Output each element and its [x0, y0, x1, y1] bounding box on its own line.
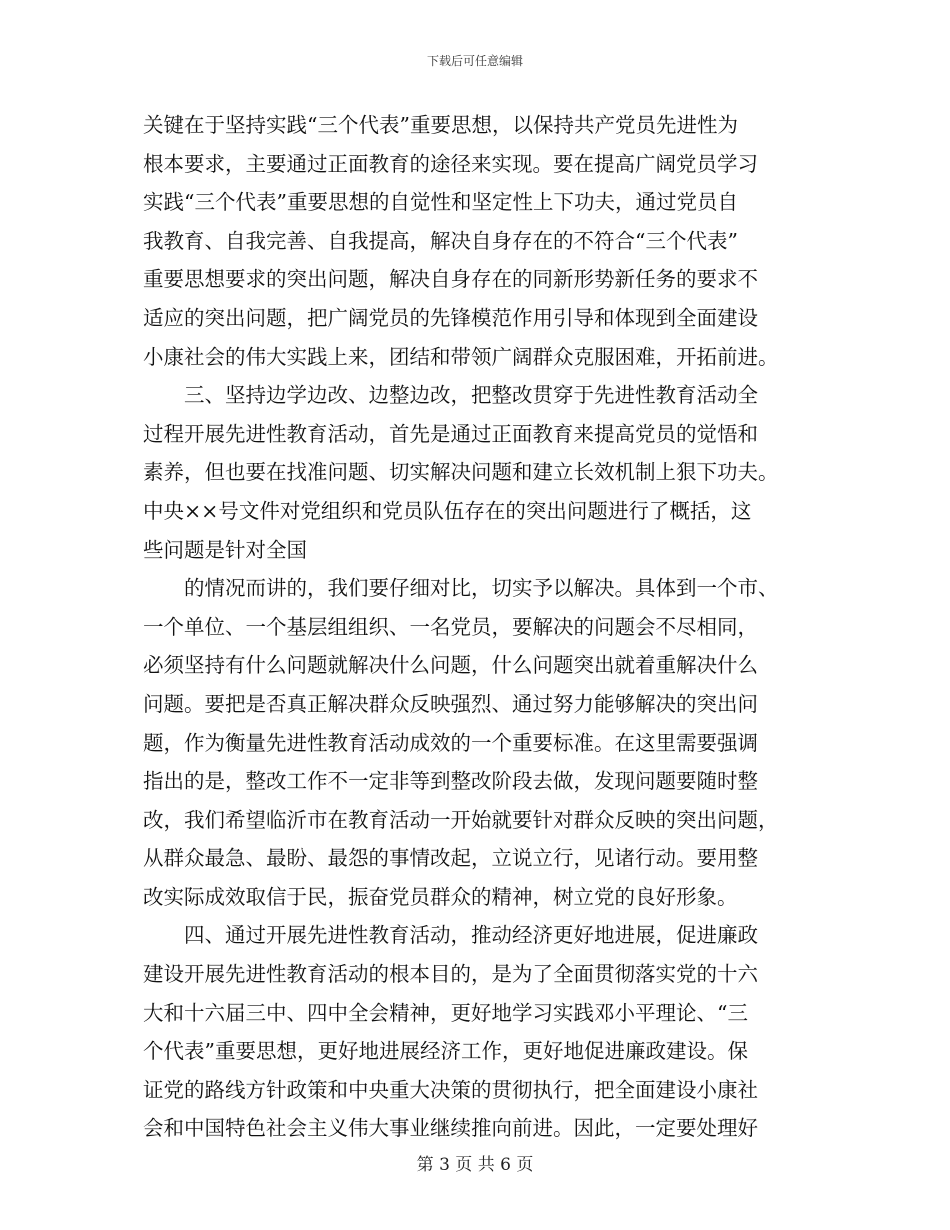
text-line: 从群众最急、最盼、最怨的事情改起，立说立行，见诸行动。要用整 — [143, 846, 758, 871]
text-line: 大和十六届三中、四中全会精神，更好地学习实践邓小平理论、“三 — [143, 1000, 748, 1025]
text-line: 指出的是，整改工作不一定非等到整改阶段去做，发现问题要随时整 — [143, 769, 758, 794]
page-header: 下载后可任意编辑 — [426, 54, 523, 68]
text-line: 改，我们希望临沂市在教育活动一开始就要针对群众反映的突出问题， — [143, 807, 779, 832]
text-line: 些问题是针对全国 — [143, 537, 307, 562]
text-line: 的情况而讲的，我们要仔细对比，切实予以解决。具体到一个市、 — [143, 576, 779, 601]
text-line: 小康社会的伟大实践上来，团结和带领广阔群众克服困难，开拓前进。 — [143, 344, 779, 369]
text-line: 根本要求，主要通过正面教育的途径来实现。要在提高广阔党员学习 — [143, 151, 758, 176]
text-line: 实践“三个代表”重要思想的自觉性和坚定性上下功夫，通过党员自 — [143, 190, 738, 215]
text-line: 改实际成效取信于民，振奋党员群众的精神，树立党的良好形象。 — [143, 884, 738, 909]
text-line: 一个单位、一个基层组组织、一名党员，要解决的问题会不尽相同， — [143, 614, 758, 639]
text-line: 问题。要把是否真正解决群众反映强烈、通过努力能够解决的突出问 — [143, 691, 758, 716]
text-line: 建设开展先进性教育活动的根本目的，是为了全面贯彻落实党的十六 — [143, 962, 758, 987]
text-line: 个代表”重要思想，更好地进展经济工作，更好地促进廉政建设。保 — [143, 1039, 748, 1064]
text-line: 中央××号文件对党组织和党员队伍存在的突出问题进行了概括，这 — [143, 498, 752, 523]
text-line: 素养，但也要在找准问题、切实解决问题和建立长效机制上狠下功夫。 — [143, 460, 779, 485]
text-line: 过程开展先进性教育活动，首先是通过正面教育来提高党员的觉悟和 — [143, 421, 758, 446]
text-line: 关键在于坚持实践“三个代表”重要思想，以保持共产党员先进性为 — [143, 113, 738, 137]
page-footer: 第 3 页 共 6 页 — [416, 1155, 534, 1175]
text-line: 三、坚持边学边改、边整边改，把整改贯穿于先进性教育活动全 — [143, 383, 758, 408]
text-line: 必须坚持有什么问题就解决什么问题，什么问题突出就着重解决什么 — [143, 653, 758, 678]
text-line: 适应的突出问题，把广阔党员的先锋模范作用引导和体现到全面建设 — [143, 305, 758, 330]
text-line: 我教育、自我完善、自我提高，解决自身存在的不符合“三个代表” — [143, 228, 738, 253]
text-line: 会和中国特色社会主义伟大事业继续推向前进。因此，一定要处理好 — [143, 1116, 758, 1141]
document-body — [143, 106, 813, 1148]
text-line: 重要思想要求的突出问题，解决自身存在的同新形势新任务的要求不 — [143, 267, 758, 292]
text-line: 证党的路线方针政策和中央重大决策的贯彻执行，把全面建设小康社 — [143, 1077, 758, 1102]
text-line: 四、通过开展先进性教育活动，推动经济更好地进展，促进廉政 — [143, 923, 758, 948]
text-line: 题，作为衡量先进性教育活动成效的一个重要标准。在这里需要强调 — [143, 730, 758, 755]
